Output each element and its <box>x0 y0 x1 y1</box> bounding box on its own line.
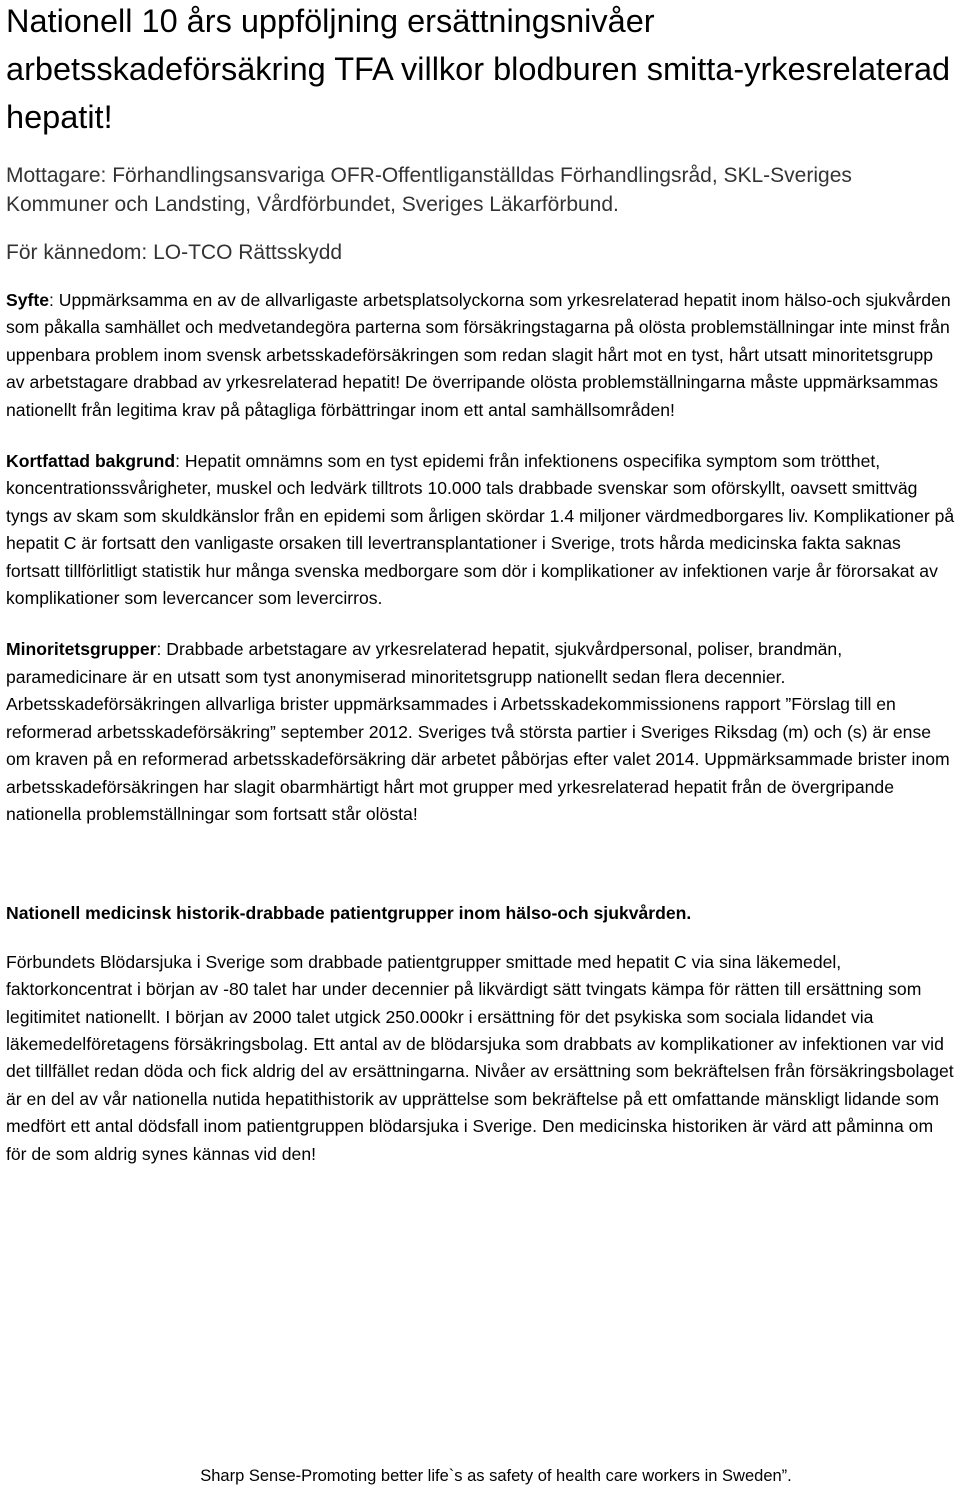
document-title: Nationell 10 års uppföljning ersättningsnivåer arbetsskadeförsäkring TFA villkor blodburen smitta-yrkesrelaterad hepatit! <box>6 3 951 135</box>
bakgrund-text: : Hepatit omnämns som en tyst epidemi från infektionens ospecifika symptom som trötthet, koncentrationssvårigheter, muskel och ledvärk tilltrots 10.000 tals drabbade svenskar som oförskyllt, oavsett smittväg tyngs av skam som skuldkänslor från en epidemi som årligen skördar 1.4 miljoner värdmedborgares liv. Komplikationer på hepatit C är fortsatt den vanligaste orsaken till levertransplantationer i Sverige, trots hårda medicinska fakta saknas fortsatt tillförlitligt statistik hur många svenska medborgare som dör i komplikationer av infektionen varje år förorsakat av komplikationer som levercancer som levercirros. <box>6 451 955 609</box>
forbund-paragraph: Förbundets Blödarsjuka i Sverige som drabbade patientgrupper smittade med hepatit C via sina läkemedel, faktorkoncentrat i början av -80 talet har under decennier på likvärdigt sätt tvingats kämpa för rätten till ersättning som legitimitet nationellt. I början av 2000 talet utgick 250.000kr i ersättning för det psykiska som sociala lidandet via läkemedelföretagens försäkringsbolag. Ett antal av de blödarsjuka som drabbats av komplikationer av infektionen var vid det tillfället redan döda och fick aldrig del av ersättningarna. Nivåer av ersättning som bekräftelsen från försäkringsbolaget är en del av vår nationella nutida hepatithistorik av upprättelse som bekräftelse på ett omfattande mänskligt lidande som medfört ett antal dödsfall inom patientgruppen blödarsjuka i Sverige. Den medicinska historiken är värd att påminna om för de som aldrig synes kännas vid den! <box>6 951 954 1164</box>
recipients-line: Mottagare: Förhandlingsansvariga OFR-Offentliganställdas Förhandlingsråd, SKL-Sveriges Kommuner och Landsting, Vårdförbundet, Sveriges Läkarförbund. <box>6 164 852 216</box>
syfte-label: Syfte <box>6 290 50 310</box>
syfte-text: : Uppmärksamma en av de allvarligaste arbetsplatsolyckorna som yrkesrelaterad hepatit inom hälso-och sjukvården som påkalla samhället och medvetandegöra parterna som försäkringstagarna på olösta problemställningar inte minst från uppenbara problem inom svensk arbetsskadeförsäkringen som redan slagit hårt mot en tyst, hårt utsatt minoritetsgrupp av arbetstagare drabbad av yrkesrelaterad hepatit! De överripande olösta problemställningarna måste uppmärksammas nationellt från legitima krav på påtagliga förbättringar inom ett antal samhällsområden! <box>6 290 951 420</box>
fyi-line: För kännedom: LO-TCO Rättsskydd <box>6 241 343 264</box>
minoritet-text: : Drabbade arbetstagare av yrkesrelaterad hepatit, sjukvårdpersonal, poliser, brandmän, paramedicinare är en utsatt som tyst anonymiserad minoritetsgrupp nationellt sedan flera decennier. Arbetsskadeförsäkringen allvarliga brister uppmärksammades i Arbetsskadekommissionens rapport ”Förslag till en reformerad arbetsskadeförsäkring” september 2012. Sveriges två största partier i Sveriges Riksdag (m) och (s) är ense om kraven på en reformerad arbetsskadeförsäkring där arbetet påbörjas efter valet 2014. Uppmärksammade brister inom arbetsskadeförsäkringen har slagit obarmhärtigt hårt mot grupper med yrkesrelaterad hepatit från de övergripande nationella problemställningar som fortsatt står olösta! <box>6 639 950 824</box>
history-section-heading: Nationell medicinsk historik-drabbade patientgrupper inom hälso-och sjukvården. <box>6 903 692 924</box>
footer-text: Sharp Sense-Promoting better life`s as safety of health care workers in Sweden”. <box>200 1467 792 1485</box>
page-footer <box>0 1464 960 1488</box>
document-page <box>6 0 956 1168</box>
minoritet-paragraph <box>6 636 956 828</box>
bakgrund-label: Kortfattad bakgrund <box>6 451 176 472</box>
bakgrund-paragraph <box>6 448 956 612</box>
syfte-paragraph <box>6 287 956 424</box>
minoritet-label: Minoritetsgrupper <box>6 639 157 660</box>
